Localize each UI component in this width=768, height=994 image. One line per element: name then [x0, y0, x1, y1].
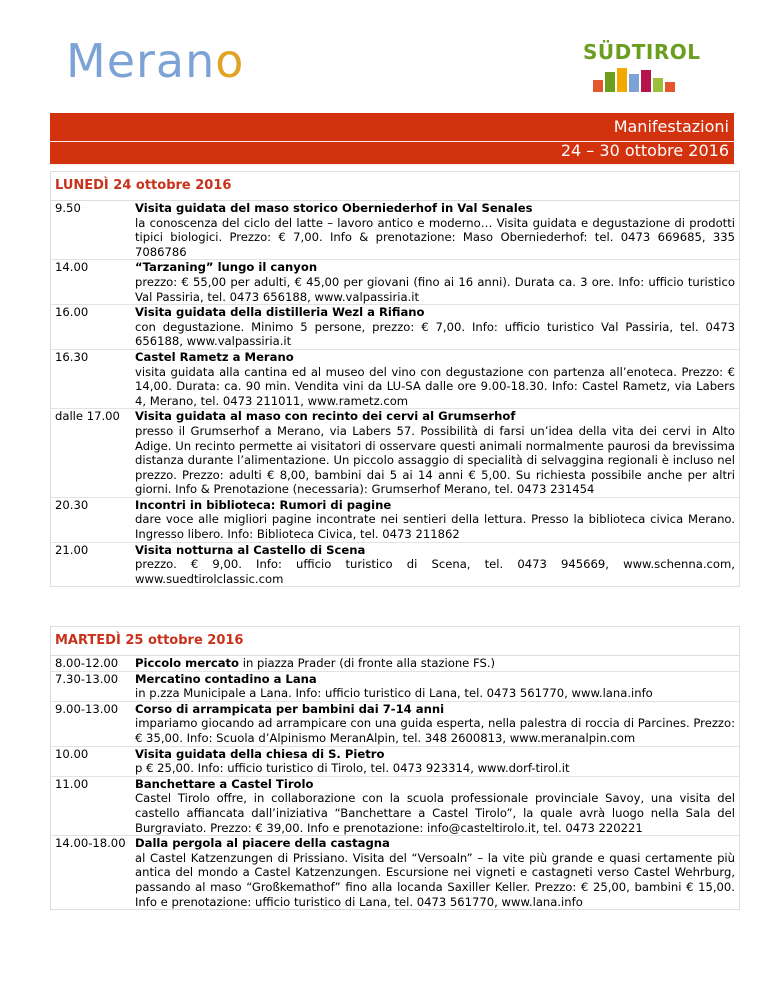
event-description [135, 836, 739, 909]
event-text: presso il Grumserhof a Merano, via Labers 57. Possibilità di farsi un’idea della vita dei cervi in Alto Adige. Un recinto permette ai visitatori di osservare questi animali normalmente paurosi da brevissima distanza durante l’alimentazione. Un piccolo assaggio di specialità di selvaggina regionali è incluso nel prezzo. Prezzo: adulti € 8,00, bambini dai 5 ai 14 anni € 5,00. Su richiesta possibile anche per altri giorni. Info & Prenotazione (necessaria): Grumserhof Merano, tel. 0473 231454 [135, 423, 735, 497]
event-row [51, 498, 739, 543]
event-title: Banchettare a Castel Tirolo [135, 776, 314, 791]
event-title: Mercatino contadino a Lana [135, 671, 317, 686]
merano-logo-end: o [215, 34, 245, 88]
event-text: prezzo: € 55,00 per adulti, € 45,00 per giovani (fino ai 16 anni). Durata ca. 3 ore. Info: ufficio turistico Val Passiria, tel. 0473 656188, www.valpassiria.it [135, 274, 735, 304]
event-row [51, 305, 739, 350]
event-description [135, 201, 739, 259]
event-time: 10.00 [55, 746, 89, 761]
event-time: 16.00 [55, 305, 89, 320]
event-row [51, 836, 739, 909]
event-description [135, 260, 739, 304]
event-text: dare voce alle migliori pagine incontrate nei sentieri della lettura. Presso la biblioteca civica Merano. Ingresso libero. Info: Biblioteca Civica, tel. 0473 211862 [135, 512, 735, 542]
event-text: con degustazione. Minimo 5 persone, prezzo: € 7,00. Info: ufficio turistico Val Passiria, tel. 0473 656188, www.valpassiria.it [135, 319, 735, 349]
event-title: Visita guidata del maso storico Oberniederhof in Val Senales [135, 201, 533, 215]
event-title: Castel Rametz a Merano [135, 349, 294, 364]
event-row [51, 672, 739, 702]
event-row [51, 777, 739, 836]
event-description [135, 656, 739, 671]
event-description [135, 702, 739, 746]
event-title: Visita guidata della chiesa di S. Pietro [135, 746, 385, 761]
event-text: al Castel Katzenzungen di Prissiano. Visita del “Versoaln” – la vite più grande e quasi certamente più antica del mondo a Castel Katzenzungen. Escursione nei vigneti e castagneti verso Castel Wehrburg, passando al maso “Großkemathof” fino alla locanda Saxiller Keller. Prezzo: € 25,00, bambini € 15,00. Info e prenotazione: ufficio turistico di Lana, tel. 0473 561770, www.lana.info [135, 850, 735, 909]
event-title: “Tarzaning” lungo il canyon [135, 260, 318, 275]
event-time: 9.50 [55, 201, 81, 215]
tuesday-heading: MARTEDÌ 25 ottobre 2016 [50, 626, 740, 655]
event-row [51, 543, 739, 587]
event-text: impariamo giocando ad arrampicare con una guida esperta, nella palestra di roccia di Parcines. Prezzo: € 35,00. Info: Scuola d’Alpinismo MeranAlpin, tel. 348 2600813, www.meranalpin.com [135, 716, 735, 745]
event-description [135, 672, 739, 701]
event-text: la conoscenza del ciclo del latte – lavoro antico e moderno… Visita guidata e degustazione di prodotti tipici biologici. Prezzo: € 7,00. Info & prenotazione: Maso Oberniederhof: tel. 0473 669685, 335 7086786 [135, 215, 735, 259]
event-row [51, 702, 739, 747]
event-time: 7.30-13.00 [55, 671, 119, 686]
event-text: in p.zza Municipale a Lana. Info: ufficio turistico di Lana, tel. 0473 561770, www.lana.info [135, 686, 653, 701]
tuesday-events [50, 655, 740, 910]
banner-dates: 24 – 30 ottobre 2016 [560, 141, 729, 160]
merano-logo [66, 34, 244, 88]
event-row [51, 409, 739, 498]
event-row [51, 350, 739, 409]
event-description [135, 409, 739, 497]
event-description [135, 747, 739, 776]
event-title: Dalla pergola al piacere della castagna [135, 836, 390, 851]
tuesday-section [50, 626, 740, 910]
event-title: Visita guidata al maso con recinto dei cervi al Grumserhof [135, 409, 516, 424]
event-description [135, 777, 739, 835]
event-description [135, 305, 739, 349]
event-text: in piazza Prader (di fronte alla stazione FS.) [239, 656, 496, 670]
monday-section [50, 171, 740, 587]
banner-title: Manifestazioni [613, 117, 729, 136]
event-text: p € 25,00. Info: ufficio turistico di Tirolo, tel. 0473 923314, www.dorf-tirol.it [135, 761, 570, 776]
suedtirol-logo-bars [593, 68, 675, 92]
event-description [135, 498, 739, 542]
event-title: Visita guidata della distilleria Wezl a Rifiano [135, 305, 425, 320]
event-time: 20.30 [55, 497, 89, 512]
suedtirol-logo-text: SÜDTIROL [583, 40, 701, 64]
event-title: Visita notturna al Castello di Scena [135, 542, 366, 557]
event-text: prezzo. € 9,00. Info: ufficio turistico di Scena, tel. 0473 945669, www.schenna.com, www.suedtirolclassic.com [135, 557, 735, 586]
title-banner [50, 113, 734, 165]
event-time: 14.00-18.00 [55, 836, 126, 851]
event-time: 16.30 [55, 349, 89, 364]
event-title: Piccolo mercato [135, 656, 240, 670]
event-title: Incontri in biblioteca: Rumori di pagine [135, 497, 392, 512]
event-row [51, 747, 739, 777]
event-row [51, 260, 739, 305]
event-text: Castel Tirolo offre, in collaborazione con la scuola professionale provinciale Savoy, una visita del castello affiancata dall’iniziativa “Banchettare a Castel Tirolo”, la quale avrà luogo nella Sala del Burgraviato. Prezzo: € 39,00. Info e prenotazione: info@casteltirolo.it, tel. 0473 220221 [135, 791, 735, 835]
monday-events [50, 200, 740, 587]
event-time: 14.00 [55, 260, 89, 275]
event-time: 21.00 [55, 542, 89, 557]
merano-logo-main: Meran [66, 34, 216, 88]
event-title: Corso di arrampicata per bambini dai 7-14 anni [135, 701, 445, 716]
event-description [135, 543, 739, 587]
event-time: dalle 17.00 [55, 409, 120, 424]
banner-rule-bottom [50, 164, 734, 165]
event-time: 8.00-12.00 [55, 656, 119, 670]
monday-heading: LUNEDÌ 24 ottobre 2016 [50, 171, 740, 200]
event-row [51, 656, 739, 672]
event-time: 11.00 [55, 776, 89, 791]
event-row [51, 201, 739, 260]
event-text: visita guidata alla cantina ed al museo del vino con degustazione con partenza all’enoteca. Prezzo: € 14,00. Durata: ca. 90 min. Vendita vini da LU-SA dalle ore 9.00-18.30. Info: Castel Rametz, via Labers 4, Merano, tel. 0473 211011, www.rametz.com [135, 364, 735, 408]
event-time: 9.00-13.00 [55, 701, 119, 716]
suedtirol-logo [583, 40, 701, 98]
event-description [135, 350, 739, 408]
